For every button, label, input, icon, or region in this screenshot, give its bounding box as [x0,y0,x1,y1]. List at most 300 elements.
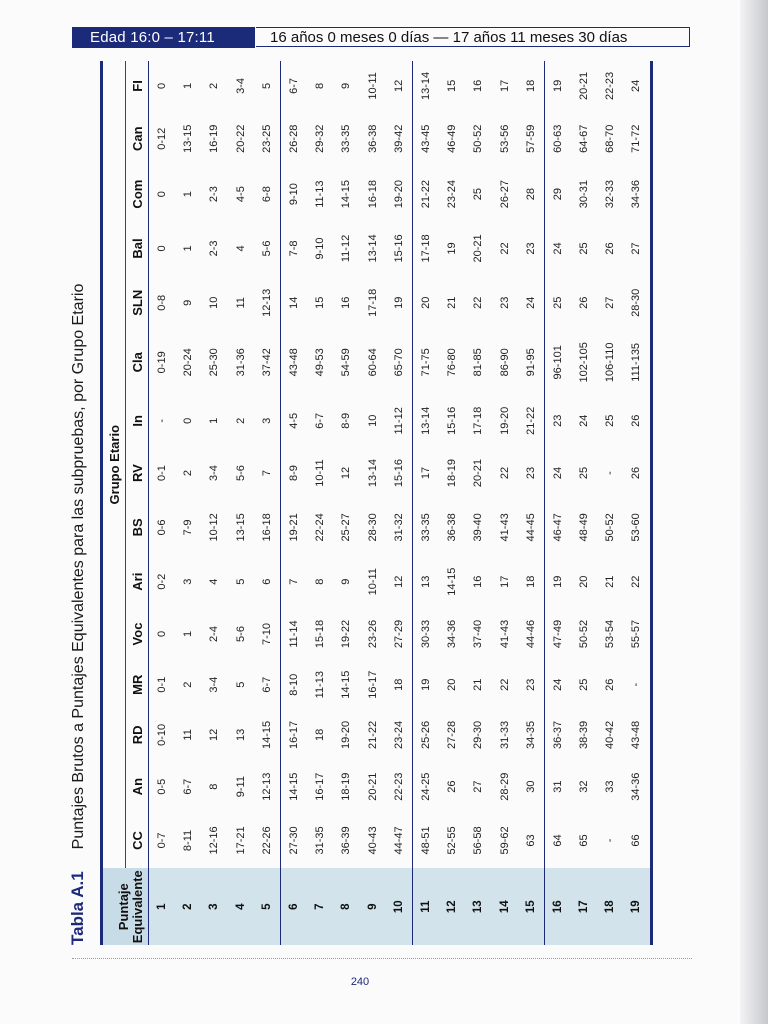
raw-score-cell: 3-4 [208,465,221,481]
raw-score-cell: 0-1 [156,465,169,481]
raw-score-cell: 12 [392,79,405,93]
raw-score-cell: 31-35 [314,826,327,855]
raw-score-cell: 11-14 [280,608,307,661]
raw-score-cell: 13 [234,728,247,742]
raw-score-cell: 27-30 [280,813,307,869]
raw-score-cell: 34-35 [524,720,537,749]
raw-score-cell: 23-25 [260,124,273,153]
raw-score-cell: 1 [182,245,195,252]
raw-score-cell: 59-62 [498,826,511,855]
raw-score-cell: 38-39 [578,720,591,749]
raw-score-cell: 3 [260,417,273,424]
table-caption [62,284,94,945]
raw-score-cell: 17-21 [234,826,247,855]
raw-score-cell: 4-5 [234,186,247,203]
raw-score-cell: 19 [392,296,405,309]
table-row [439,61,465,945]
raw-score-cell: 14-15 [340,180,353,209]
table-row [360,61,386,945]
raw-score-cell: 106-110 [604,342,617,383]
raw-score-cell: 23 [524,678,537,691]
raw-score-cell: 18 [392,678,405,691]
raw-score-cell: 20 [578,575,591,588]
raw-score-cell: 50-52 [604,513,617,542]
raw-score-cell: 19 [544,556,571,608]
raw-score-cell: 44-46 [524,619,537,649]
raw-score-cell: 26 [623,394,651,447]
raw-score-cell: 6 [260,578,273,585]
raw-score-cell: 20-22 [234,124,247,153]
raw-score-cell: 26 [604,678,617,691]
raw-score-cell: 16-18 [366,180,379,209]
raw-score-cell: 46-49 [446,124,459,153]
raw-score-cell: 48-51 [412,813,439,869]
raw-score-cell: 2 [182,681,195,688]
raw-score-cell: 0 [156,82,169,89]
raw-score-cell: 6-8 [260,186,273,203]
age-range-description: 16 años 0 meses 0 días — 17 años 11 meses 30 días [256,27,690,47]
raw-score-cell: 19-20 [340,720,353,749]
raw-score-cell: 27 [623,222,651,276]
raw-score-cell: 33-35 [340,124,353,153]
raw-score-cell: 86-90 [498,348,511,377]
raw-score-cell: 16-17 [314,772,327,801]
table-row [465,61,491,945]
raw-score-cell: 26-27 [498,180,511,209]
raw-score-cell: 64 [544,813,571,869]
raw-score-cell: 11-13 [314,180,327,208]
raw-score-cell: 24 [623,61,651,111]
raw-score-cell: 10-11 [366,568,379,596]
raw-score-cell: 33-35 [412,499,439,556]
raw-score-cell: 24 [544,447,571,499]
subtest-header: Com [126,167,149,222]
raw-score-cell: 60-63 [544,111,571,167]
raw-score-cell: 28-30 [366,513,379,542]
table-title: Puntajes Brutos a Puntajes Equivalentes para las subpruebas, por Grupo Etario [70,283,87,850]
raw-score-cell: 22 [472,296,485,309]
raw-score-cell: 36-39 [340,826,353,855]
raw-score-cell: 9-11 [234,776,247,798]
raw-score-cell: 20 [446,678,459,691]
scaled-score-cell: 15 [518,868,545,945]
raw-score-cell: 32 [578,780,591,793]
table-row [280,61,307,945]
raw-score-cell: 63 [524,834,537,847]
raw-score-cell: 53-54 [604,619,617,649]
raw-score-cell: 7-10 [260,622,273,645]
raw-score-cell: 0 [182,417,195,424]
raw-score-cell: 65-70 [392,348,405,377]
raw-score-cell: 2-3 [208,186,221,203]
raw-score-cell: 64-67 [578,124,591,153]
raw-score-cell: 9-10 [280,167,307,222]
raw-score-cell: 10-11 [314,459,327,487]
raw-score-cell: 7 [260,469,273,477]
raw-score-cell: 24 [544,660,571,709]
raw-score-cell: 23 [544,394,571,447]
raw-score-cell: 17 [412,447,439,499]
raw-score-cell: 20-21 [366,772,379,801]
raw-score-cell: 41-43 [498,619,511,649]
raw-score-cell: 16-17 [280,709,307,761]
raw-score-cell: 71-75 [412,330,439,394]
scaled-score-cell: 4 [228,868,254,945]
raw-score-cell: 12-16 [208,826,221,855]
raw-score-cell: 20 [412,275,439,330]
raw-score-cell: 31-36 [234,348,247,377]
subtest-header: Voc [126,608,149,661]
raw-score-cell: 8 [208,783,221,790]
raw-score-cell: 13-14 [412,394,439,447]
raw-score-cell: 7 [280,556,307,608]
raw-score-cell: 111-135 [623,330,651,394]
raw-score-cell: 17-18 [366,288,379,317]
raw-score-cell: 29-30 [472,720,485,749]
raw-score-cell: 18 [524,79,537,93]
raw-score-cell: 32-33 [604,180,617,209]
raw-score-cell: 29-32 [314,124,327,153]
raw-score-cell: 20-21 [472,234,485,263]
raw-score-cell: 30-31 [578,180,591,209]
raw-score-cell: 25-27 [340,513,353,542]
raw-score-cell: 13-15 [234,513,247,542]
raw-score-cell: 54-59 [340,348,353,377]
raw-score-cell: 47-49 [544,608,571,661]
raw-score-cell: 50-52 [472,124,485,153]
subtest-header: Can [126,111,149,167]
raw-score-cell: 26 [578,296,591,309]
scaled-score-cell: 12 [439,868,465,945]
page-edge-shadow [740,0,768,1024]
raw-score-cell: 25 [604,414,617,427]
raw-score-cell: 11-13 [314,671,327,699]
raw-score-cell: 40-42 [604,720,617,749]
raw-score-cell: 66 [623,813,651,869]
raw-score-cell: 48-49 [578,513,591,542]
raw-score-cell: 10 [366,414,379,427]
raw-score-cell: 6-7 [260,676,273,693]
raw-score-cell: 3 [182,578,195,585]
raw-score-cell: 36-38 [366,124,379,153]
table-row [254,61,281,945]
raw-score-cell: 53-56 [498,124,511,153]
subtest-header: RV [126,447,149,499]
scaled-score-cell: 13 [465,868,491,945]
table-row [175,61,201,945]
raw-score-cell: 12 [340,466,353,480]
raw-score-cell: 25-26 [412,709,439,761]
subtest-header: CC [126,813,149,869]
raw-score-cell: 16-17 [366,670,379,699]
raw-score-cell: 25 [578,242,591,255]
raw-score-cell: 22-24 [314,513,327,542]
raw-score-cell: 50-52 [578,619,591,649]
raw-score-cell: 19-20 [392,180,405,209]
scaled-score-cell: 18 [597,868,623,945]
raw-score-cell: 16 [472,79,485,93]
scaled-score-cell: 2 [175,868,201,945]
scaled-score-cell: 17 [571,868,597,945]
raw-score-cell: 0 [156,630,169,638]
raw-score-cell: 16-19 [208,124,221,153]
raw-score-cell: 15-18 [314,619,327,649]
raw-score-cell: 41-43 [498,513,511,542]
raw-score-cell: 8-9 [280,447,307,499]
subtest-header-row [126,61,149,945]
raw-score-cell: 23-24 [392,720,405,749]
raw-score-cell: 27-28 [446,720,459,749]
raw-score-cell: 18-19 [446,458,459,488]
raw-score-cell: 5-6 [260,240,273,257]
table-row [571,61,597,945]
raw-score-cell: 13-15 [182,124,195,153]
score-column-header: Puntaje Equivalente [102,868,149,945]
raw-score-cell: 43-45 [412,111,439,167]
raw-score-cell: 9 [340,82,353,89]
subtest-header: Ari [126,556,149,608]
table-row [623,61,651,945]
scaled-score-cell: 14 [491,868,517,945]
table-row [307,61,333,945]
raw-score-cell: 1 [182,82,195,89]
table-row [544,61,571,945]
raw-score-cell: 3-4 [208,676,221,693]
raw-score-cell: 25 [578,466,591,480]
raw-score-cell: 27 [604,296,617,309]
raw-score-cell: 17-18 [412,222,439,276]
raw-score-cell: 24 [524,296,537,309]
table-row [333,61,359,945]
raw-score-cell: 22 [498,242,511,255]
raw-score-cell: 0-7 [156,832,169,849]
raw-score-cell: 96-101 [544,330,571,394]
scaled-score-cell: 5 [254,868,281,945]
raw-score-cell: 6-7 [280,61,307,111]
raw-score-cell: 15 [446,79,459,93]
raw-score-cell: 23-26 [366,619,379,649]
raw-score-cell: 25 [578,678,591,691]
age-range-label: Edad 16:0 – 17:11 [72,27,255,48]
raw-score-cell: 0-8 [156,294,169,311]
raw-score-cell: 8-9 [340,412,353,429]
raw-score-cell: 12-13 [260,288,273,317]
scaled-score-cell: 7 [307,868,333,945]
raw-score-cell: 1 [182,191,195,198]
rotated-table-block [62,61,692,945]
raw-score-cell: 10-12 [208,513,221,542]
raw-score-cell: 34-36 [446,619,459,649]
subtest-header: FI [126,61,149,111]
table-row [491,61,517,945]
raw-score-cell: 22 [498,466,511,480]
raw-score-cell: 0-1 [156,676,169,693]
raw-score-cell: 28-30 [623,275,651,330]
subtest-header: MR [126,660,149,709]
raw-score-cell: 56-58 [472,826,485,855]
raw-score-cell: 43-48 [280,330,307,394]
scaled-score-cell: 3 [201,868,227,945]
subtest-header: BS [126,499,149,556]
raw-score-cell: 4 [208,578,221,585]
scaled-score-cell: 16 [544,868,571,945]
raw-score-cell: - [156,418,169,423]
subtest-header: RD [126,709,149,761]
table-row [518,61,545,945]
raw-score-cell: 31-32 [392,513,405,542]
raw-score-cell: 36-37 [544,709,571,761]
raw-score-cell: 4-5 [280,394,307,447]
raw-score-cell: 7-8 [280,222,307,276]
subtest-header: SLN [126,275,149,330]
raw-score-cell: 19 [544,61,571,111]
raw-score-cell: 13-14 [366,458,379,488]
raw-score-cell: 0 [156,191,169,198]
raw-score-cell: 24-25 [412,761,439,813]
raw-score-cell: 8-11 [182,829,195,852]
raw-score-cell: 19-21 [280,499,307,556]
raw-score-cell: 11 [234,297,247,309]
raw-score-cell: 9-10 [314,237,327,260]
raw-score-cell: 12 [392,575,405,588]
raw-score-cell: 57-59 [524,124,537,153]
raw-score-cell: 14-15 [446,567,459,596]
raw-score-cell: 11-12 [340,234,353,263]
raw-score-cell: 16 [340,296,353,309]
raw-score-cell: 20-21 [578,71,591,100]
raw-score-cell: 37-42 [260,348,273,377]
raw-score-cell: 71-72 [623,111,651,167]
raw-score-cell: 23-24 [446,180,459,209]
raw-score-cell: 8 [314,82,327,89]
raw-score-cell: 19-22 [340,619,353,649]
raw-score-cell: 13-14 [366,234,379,263]
raw-score-cell: 0-6 [156,519,169,536]
raw-score-cell: 65 [578,834,591,847]
raw-score-cell: 16 [472,575,485,588]
raw-score-cell: 102-105 [578,342,591,383]
raw-score-cell: 30-33 [412,608,439,661]
raw-score-cell: 37-40 [472,619,485,649]
raw-score-cell: 25 [472,188,485,201]
raw-score-cell: 5 [260,82,273,89]
raw-score-cell: 18-19 [340,772,353,801]
raw-score-cell: 46-47 [544,499,571,556]
raw-score-cell: 1 [208,417,221,424]
raw-score-cell: 91-95 [524,348,537,377]
raw-score-cell: 16-18 [260,513,273,542]
raw-score-cell: 60-64 [366,348,379,377]
raw-score-cell: 28-29 [498,772,511,801]
raw-score-cell: 2-3 [208,240,221,257]
raw-score-cell: 14-15 [280,761,307,813]
raw-score-cell: 31 [544,761,571,813]
raw-score-cell: 68-70 [604,124,617,153]
raw-score-cell: 21 [604,575,617,588]
raw-score-cell: 2 [182,469,195,477]
raw-score-cell: 11 [182,729,195,741]
raw-score-cell: - [604,838,617,843]
raw-score-cell: 34-36 [623,167,651,222]
raw-score-cell: 10-11 [366,72,379,100]
scaled-score-cell: 9 [360,868,386,945]
raw-score-cell: 17 [498,575,511,588]
raw-score-cell: 21-22 [412,167,439,222]
raw-score-cell: 5 [234,578,247,585]
scaled-score-cell: 10 [386,868,413,945]
table-row [412,61,439,945]
raw-score-cell: 22-26 [260,826,273,855]
raw-score-cell: 0-10 [156,723,169,746]
raw-score-cell: 27-29 [392,619,405,649]
raw-score-cell: 14 [280,275,307,330]
raw-score-cell: 15 [314,296,327,309]
raw-score-cell: 0-12 [156,127,169,150]
raw-score-cell: 39-42 [392,124,405,153]
raw-score-cell: 23 [524,242,537,255]
raw-score-cell: 20-24 [182,348,195,377]
raw-score-cell: 15-16 [392,234,405,263]
raw-score-cell: 26 [446,780,459,793]
raw-score-cell: 18 [524,575,537,588]
raw-score-cell: 26-28 [280,111,307,167]
raw-score-cell: 19 [446,242,459,255]
scaled-score-cell: 8 [333,868,359,945]
raw-score-cell: 25 [544,275,571,330]
raw-score-cell: 2 [208,82,221,89]
raw-score-cell: 12 [208,728,221,742]
table-row [228,61,254,945]
raw-score-cell: 76-80 [446,348,459,377]
raw-score-cell: 81-85 [472,348,485,377]
raw-score-cell: 53-60 [623,499,651,556]
raw-score-cell: 29 [544,167,571,222]
raw-score-cell: 6-7 [182,778,195,795]
raw-score-cell: 25-30 [208,348,221,377]
norms-table [100,61,653,945]
subtest-header: Cla [126,330,149,394]
raw-score-cell: 0-2 [156,573,169,590]
raw-score-cell: 14-15 [340,670,353,699]
raw-score-cell: 14-15 [260,720,273,749]
raw-score-cell: 31-33 [498,720,511,749]
footer-rule [72,958,692,959]
raw-score-cell: 15-16 [392,458,405,488]
raw-score-cell: 21-22 [524,406,537,435]
raw-score-cell: 1 [182,630,195,638]
raw-score-cell: 17 [498,79,511,93]
raw-score-cell: - [604,471,617,475]
subtest-header: An [126,761,149,813]
raw-score-cell: 6-7 [314,412,327,429]
raw-score-cell: 36-38 [446,513,459,542]
raw-score-cell: 9 [182,299,195,306]
raw-score-cell: 44-45 [524,513,537,542]
raw-score-cell: 12-13 [260,772,273,801]
raw-score-cell: 13-14 [412,61,439,111]
raw-score-cell: 26 [623,447,651,499]
raw-score-cell: 22 [498,678,511,691]
raw-score-cell: 30 [524,780,537,793]
raw-score-cell: 20-21 [472,458,485,488]
raw-score-cell: 10 [208,296,221,309]
raw-score-cell: 2-4 [208,626,221,642]
raw-score-cell: 17-18 [472,406,485,435]
raw-score-cell: 0 [156,245,169,252]
raw-score-cell: 27 [472,780,485,793]
raw-score-cell: 40-43 [366,826,379,855]
raw-score-cell: 23 [498,296,511,309]
